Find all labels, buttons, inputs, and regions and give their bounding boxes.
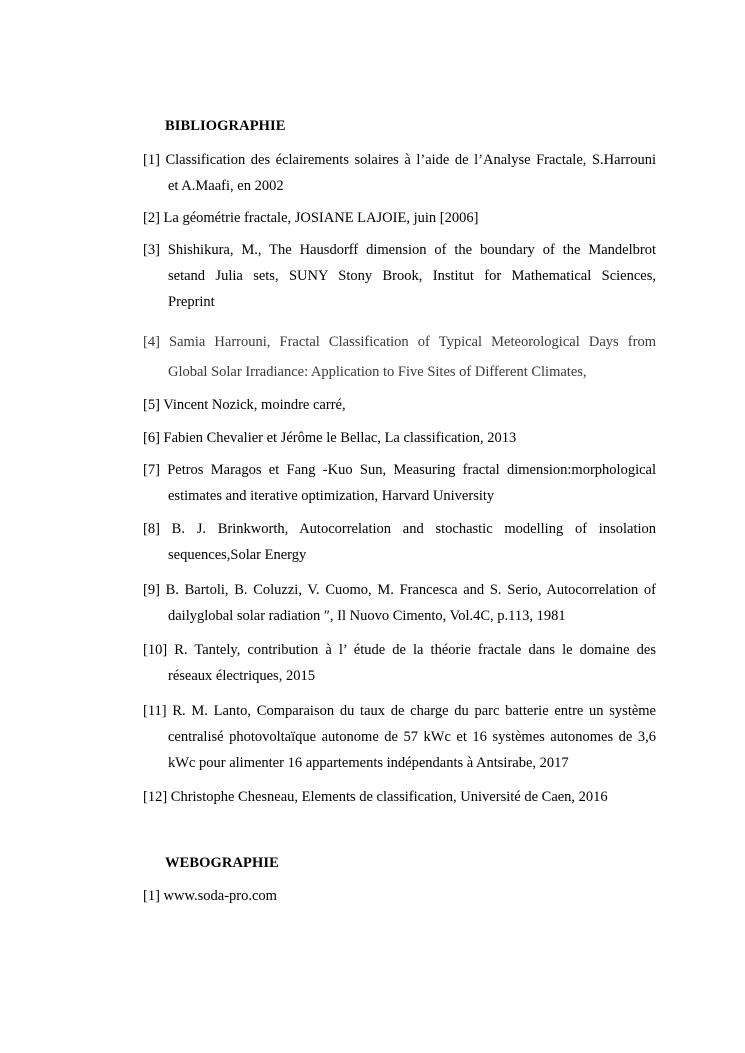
bibliography-entry (143, 147, 656, 199)
entry-line: réseaux électriques, 2015 (168, 668, 315, 684)
entry-line: [1] Classification des éclairements solaires à l’aide de l’Analyse Fractale, S.Harrouni (143, 152, 656, 168)
entry-line: [6] Fabien Chevalier et Jérôme le Bellac, La classification, 2013 (143, 430, 517, 446)
entry-line: [7] Petros Maragos et Fang -Kuo Sun, Measuring fractal dimension:morphological (143, 462, 656, 478)
entry-line: centralisé photovoltaïque autonome de 57 kWc et 16 systèmes autonomes de 3,6 (168, 729, 656, 745)
bibliography-entry (143, 392, 656, 418)
entry-line: [12] Christophe Chesneau, Elements de classification, Université de Caen, 2016 (143, 789, 608, 805)
webography-heading: WEBOGRAPHIE (165, 855, 279, 871)
entry-line: [5] Vincent Nozick, moindre carré, (143, 397, 346, 413)
bibliography-entry (143, 205, 656, 231)
entry-line: [2] La géométrie fractale, JOSIANE LAJOIE, juin [2006] (143, 210, 479, 226)
bibliography-entry (143, 425, 656, 451)
entry-line: [4] Samia Harrouni, Fractal Classification of Typical Meteorological Days from (143, 334, 656, 350)
entry-line: dailyglobal solar radiation ″, Il Nuovo Cimento, Vol.4C, p.113, 1981 (168, 608, 566, 624)
entry-line: [9] B. Bartoli, B. Coluzzi, V. Cuomo, M. Francesca and S. Serio, Autocorrelation of (143, 582, 656, 598)
entry-line: setand Julia sets, SUNY Stony Brook, Institut for Mathematical Sciences, (168, 268, 656, 284)
bibliography-heading: BIBLIOGRAPHIE (165, 118, 286, 134)
bibliography-entry (143, 457, 656, 509)
bibliography-entry (143, 516, 656, 568)
bibliography-entry (143, 637, 656, 689)
entry-line: [11] R. M. Lanto, Comparaison du taux de charge du parc batterie entre un système (143, 703, 656, 719)
entry-line: [3] Shishikura, M., The Hausdorff dimension of the boundary of the Mandelbrot (143, 242, 656, 258)
entry-line: Preprint (168, 294, 215, 310)
bibliography-entry (143, 698, 656, 776)
bibliography-entry (143, 237, 656, 315)
entry-line: sequences,Solar Energy (168, 547, 307, 563)
entry-line: Global Solar Irradiance: Application to Five Sites of Different Climates, (168, 364, 587, 380)
webography-entry: [1] www.soda-pro.com (143, 888, 277, 904)
entry-line: et A.Maafi, en 2002 (168, 178, 284, 194)
bibliography-entry (143, 577, 656, 629)
entry-line: estimates and iterative optimization, Harvard University (168, 488, 495, 504)
entry-line: kWc pour alimenter 16 appartements indépendants à Antsirabe, 2017 (168, 755, 569, 771)
bibliography-entry (143, 327, 656, 387)
entry-line: [8] B. J. Brinkworth, Autocorrelation and stochastic modelling of insolation (143, 521, 656, 537)
bibliography-entry (143, 784, 656, 810)
entry-line: [10] R. Tantely, contribution à l’ étude de la théorie fractale dans le domaine des (143, 642, 656, 658)
